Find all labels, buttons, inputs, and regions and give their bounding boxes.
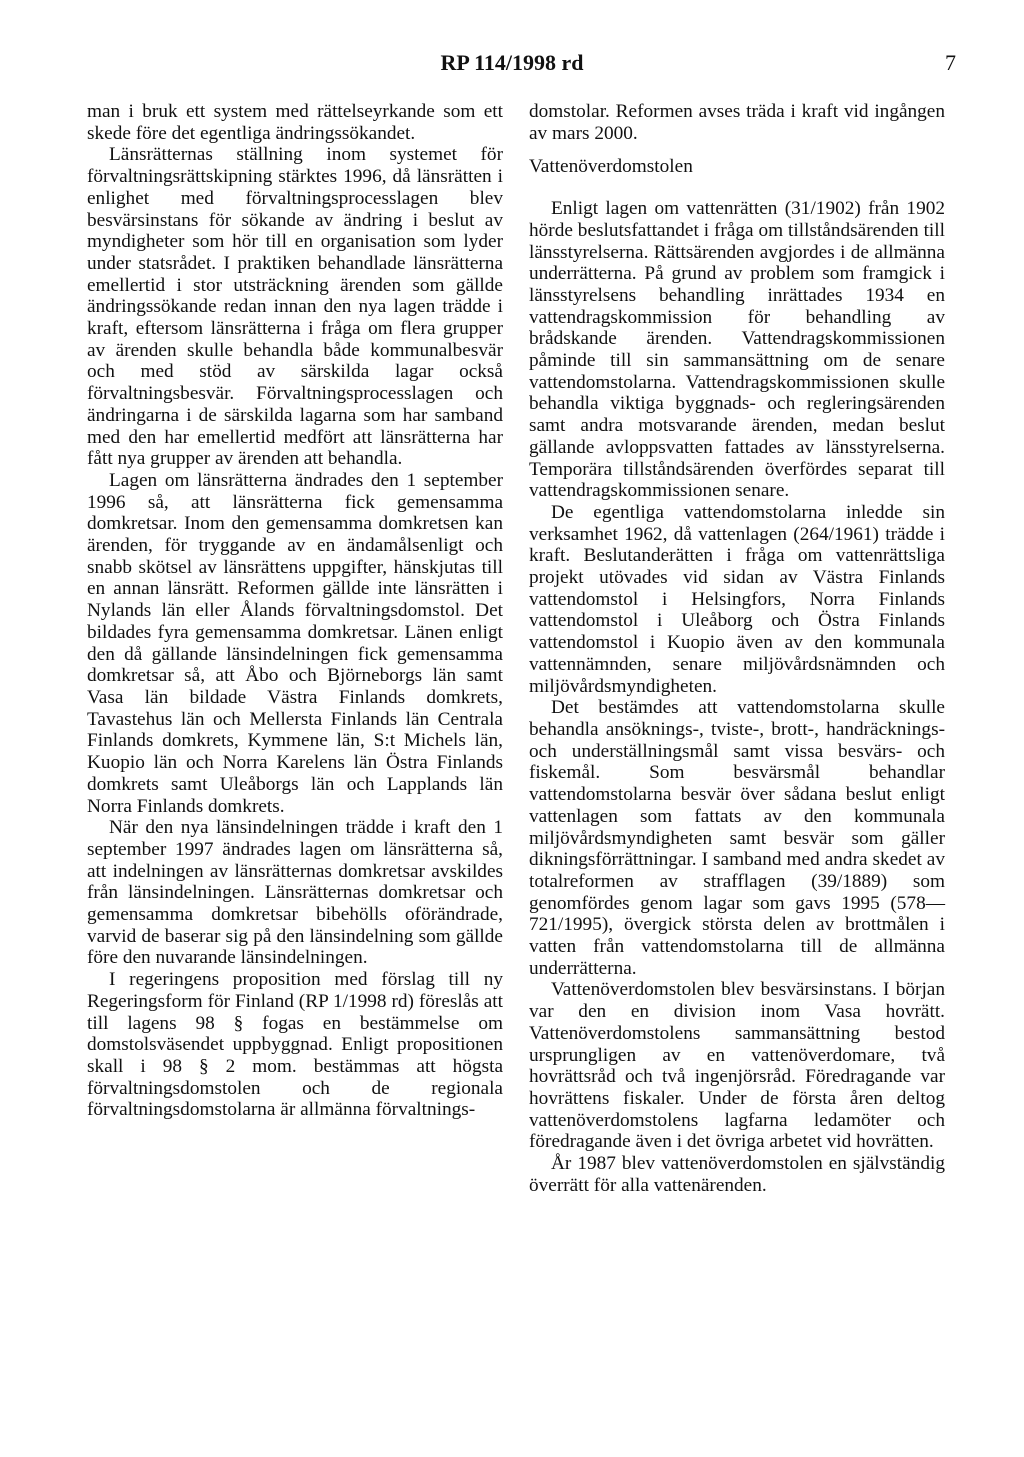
section-heading: Vattenöverdomstolen [529,156,693,178]
paragraph: man i bruk ett system med rättelseyrkande som ett skede före det egentliga ändringssökandet. [87,101,503,144]
paragraph: År 1987 blev vattenöverdomstolen en självständig överrätt för alla vattenärenden. [529,1153,945,1196]
paragraph: Enligt lagen om vattenrätten (31/1902) från 1902 hörde beslutsfattandet i fråga om tillståndsärenden till länsstyrelserna. Rättsärenden avgjordes i de allmänna underrätterna. På grund av problem som framgick i länsstyrelsens behandling inrättades 1934 en vattendragskommission för behandling av brådskande ärenden. Vattendragskommissionen påminde till sin sammansättning om de senare vattendomstolarna. Vattendragskommissionen skulle behandla viktiga byggnads- och regleringsärenden samt andra motsvarande ärenden, medan beslut gällande avloppsvatten fattades av länsstyrelserna. Temporära tillståndsärenden överfördes separat till vattendragskommissionen senare. [529,198,945,502]
paragraph: Vattenöverdomstolen blev besvärsinstans. I början var den en division inom Vasa hovrätt. Vattenöverdomstolens sammansättning bestod ursprungligen av en vattenöverdomare, två hovrättsråd och två ingenjörsråd. Föredragande var hovrättens fiskaler. Under de första åren deltog vattenöverdomstolens lagfarna ledamöter och föredragande även i det övriga arbetet vid hovrätten. [529,979,945,1153]
paragraph: Det bestämdes att vattendomstolarna skulle behandla ansöknings-, tviste-, brott-, handräcknings- och underställningsmål samt vissa besvärs- och fiskemål. Som besvärsmål behandlar vattendomstolarna besvär över sådana beslut enligt vattenlagen som fattats av den kommunala miljövårdsmyndigheten samt besvär som gäller dikningsförrättningar. I samband med andra skedet av totalreformen av strafflagen (39/1889) som genomfördes genom lagar som gavs 1995 (578—721/1995), övergick största delen av brottmålen i vatten från vattendomstolarna till de allmänna underrätterna. [529,697,945,979]
paragraph: domstolar. Reformen avses träda i kraft vid ingången av mars 2000. [529,101,945,144]
paragraph: När den nya länsindelningen trädde i kraft den 1 september 1997 ändrades lagen om länsrätterna så, att indelningen av länsrätternas domkretsar avskildes från länsindelningen. Länsrätternas domkretsar och gemensamma domkretsar bibehölls oförändrade, varvid de baserar sig på den länsindelning som gällde före den nuvarande länsindelningen. [87,817,503,969]
page-number: 7 [945,50,956,75]
paragraph: I regeringens proposition med förslag till ny Regeringsform för Finland (RP 1/1998 rd) föreslås att till lagens 98 § fogas en bestämmelse om domstolsväsendet uppbyggnad. Enligt propositionen skall i 98 § 2 mom. bestämmas att högsta förvaltningsdomstolen och de regionala förvaltningsdomstolarna är allmänna förvaltnings- [87,969,503,1121]
right-column [529,101,945,1196]
paragraph: Länsrätternas ställning inom systemet för förvaltningsrättskipning stärktes 1996, då länsrätten i enlighet med förvaltningsprocesslagen blev besvärsinstans för sökande av ändring i beslut av myndigheter som hör till en organisation som lyder under statsrådet. I praktiken behandlade länsrätterna emellertid i stor utsträckning ärenden som gällde ändringssökande redan innan den nya lagen trädde i kraft, eftersom länsrätterna i fråga om flera grupper av ärenden skulle behandla både kommunalbesvär och med stöd av särskilda lagar också förvaltningsbesvär. Förvaltningsprocesslagen och ändringarna i de särskilda lagarna som har samband med den har emellertid medfört att länsrätterna har fått nya grupper av ärenden att behandla. [87,144,503,470]
paragraph: De egentliga vattendomstolarna inledde sin verksamhet 1962, då vattenlagen (264/1961) trädde i kraft. Beslutanderätten i fråga om vattenrättsliga projekt utövades vid sidan av Västra Finlands vattendomstol i Helsingfors, Norra Finlands vattendomstol i Uleåborg och Östra Finlands vattendomstol i Kuopio även av den kommunala vattennämnden, senare miljövårdsnämnden och miljövårdsmyndigheten. [529,501,945,697]
paragraph: Lagen om länsrätterna ändrades den 1 september 1996 så, att länsrätterna fick gemensamma domkretsar. Inom den gemensamma domkretsen kan ärenden, för tryggande av en ändamålsenligt och snabb skötsel av länsrättens uppgifter, hänskjutas till en annan länsrätt. Reformen gällde inte länsrätten i Nylands län eller Ålands förvaltningsdomstol. Det bildades fyra gemensamma domkretsar. Länen enligt den då gällande länsindelningen fick gemensamma domkretsar så, att Åbo och Björneborgs län samt Vasa län bildade Västra Finlands domkrets, Tavastehus län och Mellersta Finlands län Centrala Finlands domkrets, Kymmene län, S:t Michels län, Kuopio län och Norra Karelens län Östra Finlands domkrets samt Uleåborgs län och Lapplands län Norra Finlands domkrets. [87,469,503,817]
left-column [87,101,503,1121]
page-header-title: RP 114/1998 rd [440,50,584,75]
